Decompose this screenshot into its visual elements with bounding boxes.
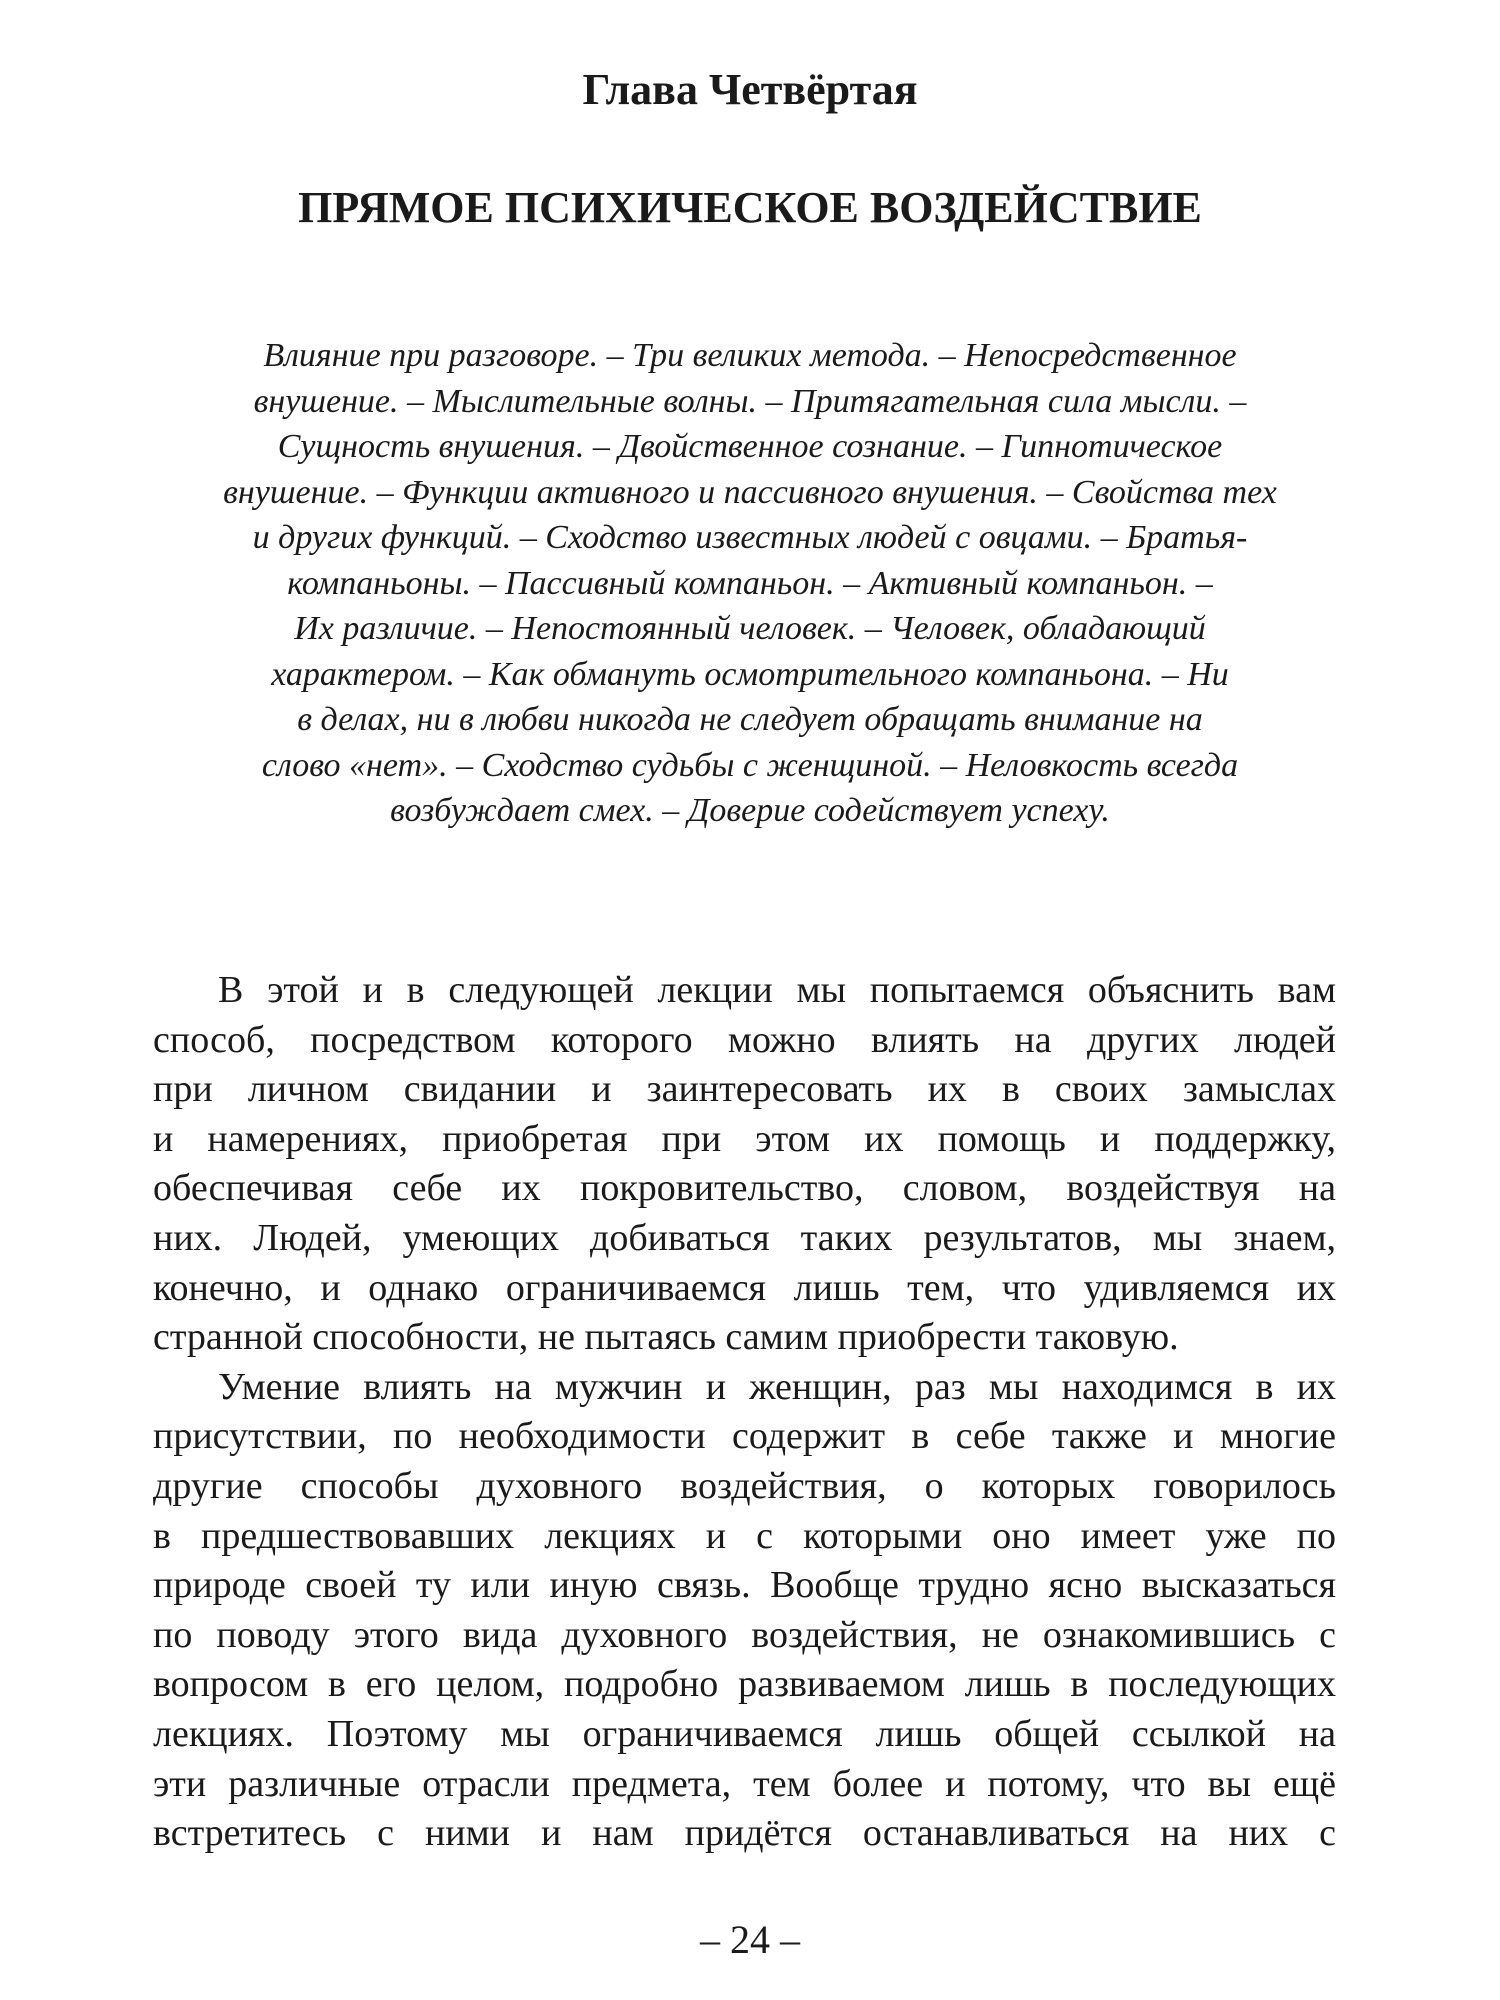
text-line: лекциях. Поэтому мы ограничиваемся лишь общей ссылкой на	[153, 1712, 1336, 1755]
chapter-synopsis	[145, 333, 1355, 834]
body-text	[153, 966, 1336, 1859]
text-line: Умение влиять на мужчин и женщин, раз мы находимся в их	[218, 1365, 1336, 1408]
text-line: В этой и в следующей лекции мы попытаемся объяснить вам	[218, 969, 1336, 1011]
chapter-label: Глава Четвёртая	[582, 65, 918, 114]
synopsis-line: возбуждает смех. – Доверие содействует успеху.	[390, 792, 1110, 829]
synopsis-line: компаньоны. – Пассивный компаньон. – Активный компаньон. –	[287, 564, 1213, 602]
text-line: вопросом в его целом, подробно развиваемом лишь в последующих	[153, 1663, 1336, 1706]
synopsis-line: и других функций. – Сходство известных людей с овцами. – Братья-	[252, 519, 1248, 556]
synopsis-line: Влияние при разговоре. – Три великих метода. – Непосредственное	[263, 337, 1237, 374]
text-line: странной способности, не пытаясь самим приобрести таковую.	[153, 1316, 1179, 1359]
synopsis-line: слово «нет». – Сходство судьбы с женщиной. – Неловкость всегда	[261, 746, 1239, 784]
text-line: присутствии, по необходимости содержит в себе также и многие	[153, 1415, 1336, 1458]
synopsis-line: характером. – Как обмануть осмотрительного компаньона. – Ни	[271, 655, 1229, 693]
page-number: – 24 –	[700, 1917, 800, 1962]
synopsis-line: внушение. – Функции активного и пассивного внушения. – Свойства тех	[223, 473, 1277, 511]
synopsis-line: внушение. – Мыслительные волны. – Притягательная сила мысли. –	[253, 382, 1247, 420]
chapter-title: ПРЯМОЕ ПСИХИЧЕСКОЕ ВОЗДЕЙСТВИЕ	[298, 183, 1202, 232]
text-line: по поводу этого вида духовного воздействия, не ознакомившись с	[153, 1613, 1336, 1656]
synopsis-line: Сущность внушения. – Двойственное сознание. – Гипнотическое	[277, 428, 1223, 465]
text-line: в предшествовавших лекциях и с которыми оно имеет уже по	[153, 1514, 1336, 1557]
text-line: эти различные отрасли предмета, тем более и потому, что вы ещё	[153, 1762, 1336, 1805]
synopsis-line: Их различие. – Непостоянный человек. – Человек, обладающий	[294, 610, 1206, 647]
paragraph-2	[153, 1363, 1336, 1859]
paragraph-1	[153, 966, 1336, 1363]
synopsis-line: в делах, ни в любви никогда не следует обращать внимание на	[297, 701, 1203, 738]
text-line: встретитесь с ними и нам придётся останавливаться на них с	[153, 1812, 1336, 1855]
text-line: них. Людей, умеющих добиваться таких результатов, мы знаем,	[153, 1216, 1336, 1259]
text-line: другие способы духовного воздействия, о которых говорилось	[153, 1464, 1336, 1507]
text-line: и намерениях, приобретая при этом их помощь и поддержку,	[153, 1117, 1336, 1160]
text-line: обеспечивая себе их покровительство, словом, воздействуя на	[153, 1167, 1336, 1210]
text-line: способ, посредством которого можно влиять на других людей	[153, 1018, 1336, 1061]
text-line: природе своей ту или иную связь. Вообще трудно ясно высказаться	[153, 1564, 1336, 1607]
text-line: при личном свидании и заинтересовать их в своих замыслах	[153, 1068, 1336, 1111]
text-line: конечно, и однако ограничиваемся лишь тем, что удивляемся их	[153, 1266, 1336, 1309]
